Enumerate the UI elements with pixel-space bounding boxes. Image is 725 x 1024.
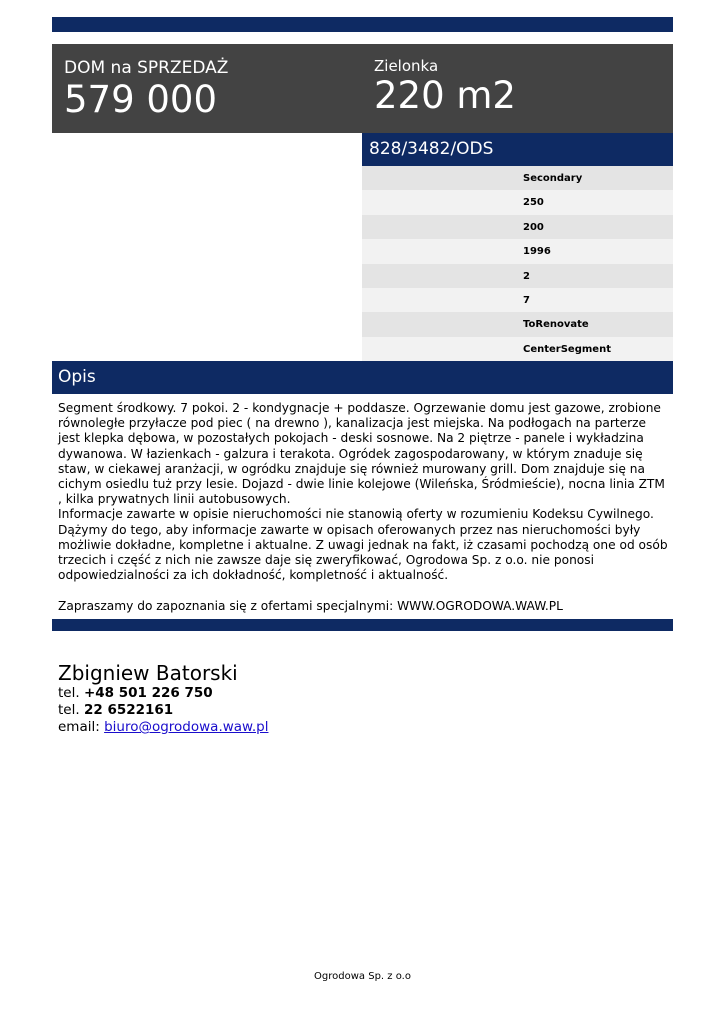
detail-row — [362, 264, 673, 288]
detail-row — [362, 288, 673, 312]
invitation-paragraph: Zapraszamy do zapoznania się z ofertami specjalnymi: WWW.OGRODOWA.WAW.PL — [58, 598, 563, 613]
reference-bar — [362, 133, 673, 166]
phone-line-1 — [58, 685, 268, 702]
email-line — [58, 719, 268, 736]
detail-row — [362, 166, 673, 190]
detail-row — [362, 337, 673, 361]
hero-banner — [52, 44, 673, 133]
location-label: Zielonka — [374, 57, 439, 75]
phone-number-mobile: +48 501 226 750 — [83, 685, 213, 701]
detail-value: Secondary — [523, 173, 583, 184]
description-header — [52, 361, 673, 394]
description-body — [58, 401, 670, 614]
area-value: 220 m2 — [374, 74, 516, 117]
email-link[interactable]: biuro@ogrodowa.waw.pl — [104, 719, 269, 735]
detail-row — [362, 239, 673, 263]
detail-value: ToRenovate — [523, 319, 589, 331]
detail-value: 7 — [523, 294, 530, 306]
disclaimer-paragraph: Informacje zawarte w opisie nieruchomości nie stanowią oferty w rozumieniu Kodeksu Cywilnego. Dążymy do tego, aby informacje zawarte w opisach oferowanych przez nas nieruchomości były możliwie dokładne, kompletne i aktualne. Z uwagi jednak na fakt, iż czasami pochodzą one od osób trzecich i część z nich nie zawsze daje się zweryfikować, Ogrodowa Sp. z o.o. nie ponosi odpowiedzialności za ich dokładność, kompletność i aktualność. — [58, 507, 668, 583]
price-value: 579 000 — [64, 78, 218, 121]
detail-row — [362, 215, 673, 239]
detail-value: 250 — [523, 197, 544, 209]
footer-company: Ogrodowa Sp. z o.o — [314, 971, 411, 982]
description-paragraph: Segment środkowy. 7 pokoi. 2 - kondygnacje + poddasze. Ogrzewanie domu jest gazowe, zrobione równoległe przyłacze pod piec ( na drewno ), kanalizacja jest miejska. Na podłogach na parterze jest klepka dębowa, w pozostałych pokojach - deski sosnowe. Na 2 piętrze - panele i wykładzina dywanowa. W łazienkach - galzura i terakota. Ogródek zagospodarowany, w którym znaduje się staw, w ciekawej aranżacji, w ogródku znajduje się również murowany grill. Dom znajduje się na cichym osiedlu tuż przy lesie. Dojazd - dwie linie kolejowe (Wileńska, Śródmieście), nocna linia ZTM , kilka prywatnych linii autobusowych. — [58, 401, 665, 507]
top-band — [52, 17, 673, 32]
details-table — [362, 166, 673, 361]
reference-number: 828/3482/ODS — [369, 139, 494, 159]
detail-row — [362, 312, 673, 336]
agent-contact — [58, 661, 268, 736]
offer-type-label: DOM na SPRZEDAŻ — [64, 58, 229, 78]
bottom-band — [52, 619, 673, 631]
phone-label: tel. — [58, 702, 80, 718]
phone-line-2 — [58, 702, 268, 719]
detail-row — [362, 190, 673, 214]
email-label: email: — [58, 719, 100, 735]
phone-number-landline: 22 6522161 — [83, 702, 174, 718]
description-title: Opis — [58, 367, 96, 387]
detail-value: 200 — [523, 221, 544, 233]
detail-value: CenterSegment — [523, 343, 611, 355]
detail-value: 2 — [523, 270, 530, 282]
phone-label: tel. — [58, 685, 80, 701]
agent-name: Zbigniew Batorski — [58, 661, 238, 685]
detail-value: 1996 — [523, 246, 551, 258]
